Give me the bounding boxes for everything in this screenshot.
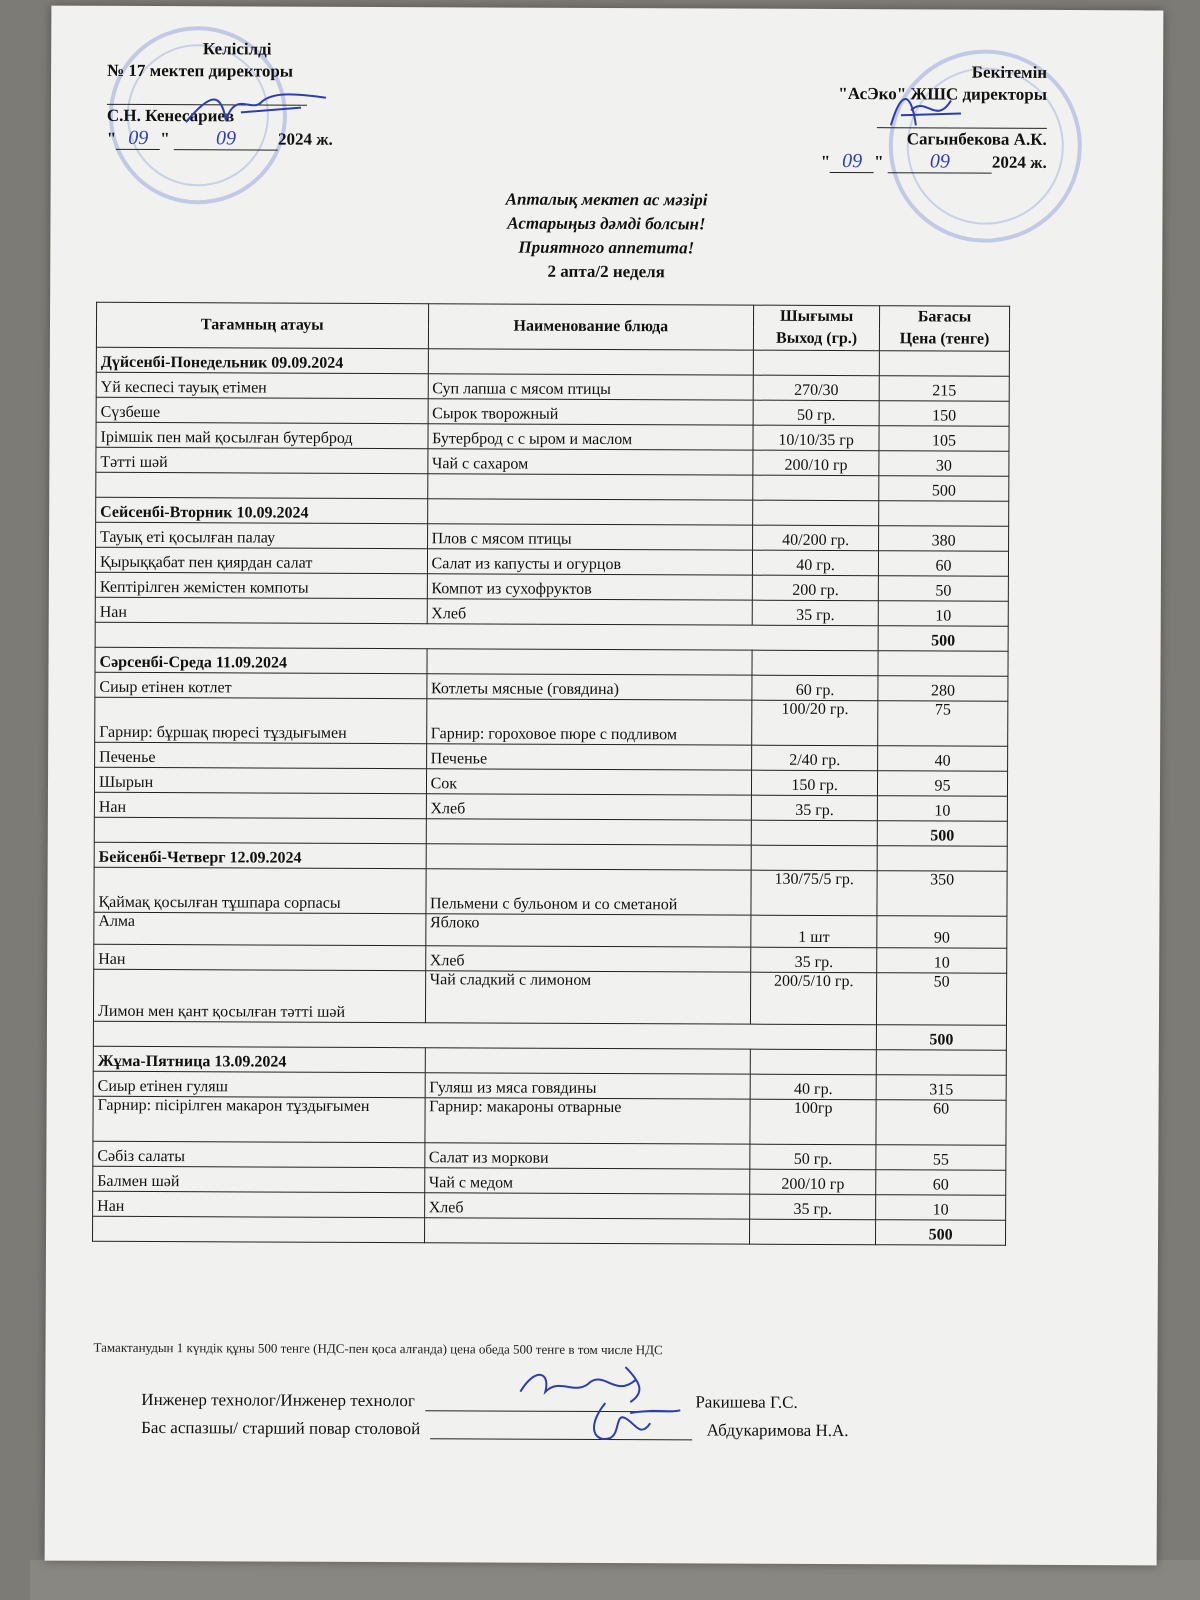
director-signature-left — [181, 82, 331, 133]
dish-kz: Нан — [94, 944, 426, 970]
approval-left-month: 09 — [174, 127, 278, 150]
dish-ru: Сырок творожный — [428, 399, 754, 425]
dish-output: 35 гр. — [752, 600, 878, 626]
table-row — [94, 867, 1007, 916]
dish-ru: Чай с сахаром — [427, 449, 753, 475]
approval-right-date: " 09 " 09 2024 ж. — [820, 150, 1047, 173]
header-output-kz: Шығымы — [754, 305, 880, 328]
dish-kz: Ірімшік пен май қосылған бутерброд — [96, 422, 428, 448]
day-row — [95, 647, 1008, 676]
table-row — [96, 422, 1009, 451]
dish-kz: Гарнир: пісірілген макарон тұздығымен — [93, 1096, 425, 1142]
dish-kz: Нан — [93, 1191, 425, 1217]
dish-price: 90 — [877, 916, 1007, 949]
price-footnote: Тамактанудын 1 күндік құны 500 тенге (НДС-пен қоса алғанда) цена обеда 500 тенге в том числе НДС — [93, 1339, 663, 1358]
dish-kz: Печенье — [95, 742, 427, 768]
director-signature-right — [881, 85, 971, 135]
day-title: Дүйсенбі-Понедельник 09.09.2024 — [96, 347, 428, 373]
dish-price: 350 — [877, 871, 1007, 917]
dish-ru: Салат из моркови — [424, 1143, 750, 1169]
dish-output: 150 гр. — [752, 770, 878, 796]
dish-kz: Сәбіз салаты — [93, 1141, 425, 1167]
dish-ru: Чай с медом — [424, 1168, 750, 1194]
day-row — [96, 497, 1009, 526]
dish-ru: Гуляш из мяса говядины — [425, 1073, 751, 1099]
menu-table — [92, 302, 1010, 1246]
day-total: 500 — [876, 1220, 1006, 1246]
day-title: Бейсенбі-Четверг 12.09.2024 — [94, 842, 426, 868]
approval-left-name: С.Н. Кенесариев — [106, 105, 235, 126]
desk-surface — [30, 1560, 1200, 1600]
dish-kz: Сиыр етінен котлет — [95, 672, 427, 698]
approval-right-year: 2024 ж. — [991, 152, 1047, 172]
dish-kz: Шырын — [94, 767, 426, 793]
day-total: 500 — [877, 821, 1007, 847]
dish-output: 1 шт — [751, 915, 877, 948]
dish-price: 105 — [879, 426, 1009, 452]
dish-output: 130/75/5 гр. — [751, 870, 877, 916]
title-line-2: Астарыңыз дәмді болсын! — [507, 213, 706, 234]
dish-output: 200/5/10 гр. — [751, 972, 877, 1025]
dish-price: 60 — [879, 551, 1009, 577]
approval-left-position: № 17 мектеп директоры — [107, 60, 294, 81]
dish-output: 40 гр. — [750, 1074, 876, 1100]
approval-right-position: "АсЭко" ЖШС директоры — [838, 84, 1048, 104]
dish-price: 215 — [879, 376, 1009, 402]
dish-price: 30 — [879, 451, 1009, 477]
cook-signature — [575, 1398, 685, 1448]
dish-kz: Қырыққабат пен қиярдан салат — [95, 547, 427, 573]
day-title: Сейсенбі-Вторник 10.09.2024 — [96, 497, 428, 523]
approval-right-day: 09 — [830, 150, 874, 173]
engineer-name: Ракишева Г.С. — [695, 1392, 798, 1412]
dish-output: 270/30 — [753, 375, 879, 401]
day-row — [94, 842, 1007, 871]
dish-price: 50 — [877, 973, 1007, 1026]
approval-right-month: 09 — [888, 150, 992, 173]
dish-price: 380 — [879, 526, 1009, 552]
dish-output: 50 гр. — [753, 400, 879, 426]
dish-kz: Үй кеспесі тауық етімен — [96, 372, 428, 398]
dish-output: 50 гр. — [750, 1144, 876, 1170]
dish-kz: Гарнир: бұршақ пюресі тұздығымен — [95, 697, 427, 743]
dish-price: 10 — [877, 948, 1007, 974]
header-price-kz: Бағасы — [880, 306, 1010, 329]
dish-kz: Тауық еті қосылған палау — [96, 522, 428, 548]
dish-output: 100гр — [750, 1099, 876, 1145]
dish-ru: Хлеб — [426, 794, 752, 820]
dish-price: 10 — [877, 796, 1007, 822]
dish-price: 75 — [878, 701, 1008, 747]
dish-ru: Компот из сухофруктов — [427, 574, 753, 600]
dish-price: 60 — [876, 1170, 1006, 1196]
menu-title-block — [50, 186, 1162, 287]
header-name-kz: Тағамның атауы — [96, 302, 428, 348]
dish-output: 200 гр. — [752, 575, 878, 601]
approval-left-heading: Келісілді — [202, 39, 272, 59]
dish-output: 40/200 гр. — [753, 525, 879, 551]
dish-ru: Гарнир: макароны отварные — [425, 1098, 751, 1144]
header-price-ru: Цена (тенге) — [879, 328, 1009, 351]
cook-signature-row — [141, 1418, 848, 1441]
dish-kz: Лимон мен қант қосылған тәтті шәй — [93, 969, 425, 1022]
cook-label: Бас аспазшы/ старший повар столовой — [141, 1417, 421, 1439]
dish-kz: Алма — [94, 912, 426, 945]
dish-price: 280 — [878, 676, 1008, 702]
dish-output: 35 гр. — [750, 1194, 876, 1220]
title-line-1: Апталық мектеп ас мәзірі — [505, 189, 708, 210]
dish-kz: Тәтті шәй — [96, 447, 428, 473]
dish-price: 315 — [876, 1075, 1006, 1101]
dish-output: 35 гр. — [751, 947, 877, 973]
table-row — [95, 547, 1008, 576]
dish-output: 100/20 гр. — [752, 700, 878, 746]
dish-kz: Кептірілген жемістен компоты — [95, 572, 427, 598]
dish-price: 60 — [876, 1100, 1006, 1146]
table-row — [96, 522, 1009, 551]
day-title: Жұма-Пятница 13.09.2024 — [93, 1046, 425, 1072]
engineer-signature-row — [141, 1390, 797, 1413]
dish-ru: Хлеб — [425, 946, 751, 972]
approval-left-day: 09 — [116, 127, 160, 150]
dish-ru: Пельмени с бульоном и со сметаной — [426, 869, 752, 915]
dish-price: 50 — [878, 576, 1008, 602]
dish-ru: Яблоко — [425, 914, 751, 947]
table-header-row — [97, 302, 1010, 328]
approval-left-date: " 09 " 09 2024 ж. — [106, 126, 333, 150]
title-line-3: Приятного аппетита! — [518, 237, 695, 258]
dish-ru: Чай сладкий с лимоном — [425, 971, 751, 1024]
dish-kz: Қаймақ қосылған тұшпара сорпасы — [94, 867, 426, 913]
table-row — [95, 572, 1008, 601]
table-row — [93, 969, 1006, 1025]
dish-kz: Сүзбеше — [96, 397, 428, 423]
dish-kz: Сиыр етінен гуляш — [93, 1071, 425, 1097]
dish-ru: Хлеб — [424, 1193, 750, 1219]
table-row — [95, 697, 1008, 746]
dish-output: 200/10 гр — [750, 1169, 876, 1195]
day-total: 500 — [878, 626, 1008, 652]
dish-ru: Плов с мясом птицы — [427, 524, 753, 550]
dish-kz: Нан — [95, 597, 427, 623]
dish-price: 55 — [876, 1145, 1006, 1171]
table-row — [94, 912, 1007, 948]
approval-left-year: 2024 ж. — [277, 129, 333, 149]
dish-price: 10 — [876, 1195, 1006, 1221]
dish-ru: Салат из капусты и огурцов — [427, 549, 753, 575]
dish-output: 40 гр. — [753, 550, 879, 576]
dish-ru: Бутерброд с с ыром и маслом — [428, 424, 754, 450]
menu-document — [45, 6, 1164, 1566]
dish-output: 35 гр. — [752, 795, 878, 821]
dish-ru: Печенье — [426, 744, 752, 770]
dish-ru: Сок — [426, 769, 752, 795]
dish-output: 2/40 гр. — [752, 745, 878, 771]
dish-ru: Котлеты мясные (говядина) — [426, 674, 752, 700]
day-total: 500 — [876, 1025, 1006, 1051]
dish-ru: Хлеб — [427, 599, 753, 625]
day-total: 500 — [879, 476, 1009, 502]
dish-output: 200/10 гр — [753, 450, 879, 476]
cook-name: Абдукаримова Н.А. — [706, 1420, 849, 1441]
title-line-4: 2 апта/2 неделя — [547, 261, 665, 282]
approval-right-name: Сагынбекова А.К. — [906, 129, 1047, 149]
dish-kz: Балмен шәй — [93, 1166, 425, 1192]
day-title: Сәрсенбі-Среда 11.09.2024 — [95, 647, 427, 673]
dish-price: 40 — [878, 746, 1008, 772]
dish-price: 150 — [879, 401, 1009, 427]
table-row — [93, 1096, 1006, 1145]
day-row — [96, 347, 1009, 376]
table-row — [96, 372, 1009, 401]
approval-right-heading: Бекітемін — [971, 62, 1048, 82]
total-row — [93, 1216, 1006, 1245]
dish-price: 10 — [878, 601, 1008, 627]
dish-price: 95 — [878, 771, 1008, 797]
day-row — [93, 1046, 1006, 1075]
dish-kz: Нан — [94, 792, 426, 818]
header-output-ru: Выход (гр.) — [754, 328, 880, 351]
dish-ru: Суп лапша с мясом птицы — [428, 374, 754, 400]
engineer-label: Инженер технолог/Инженер технолог — [141, 1389, 415, 1411]
header-name-ru: Наименование блюда — [428, 304, 754, 350]
dish-output: 10/10/35 гр — [753, 425, 879, 451]
dish-ru: Гарнир: гороховое пюре с подливом — [426, 699, 752, 745]
dish-output: 60 гр. — [752, 675, 878, 701]
